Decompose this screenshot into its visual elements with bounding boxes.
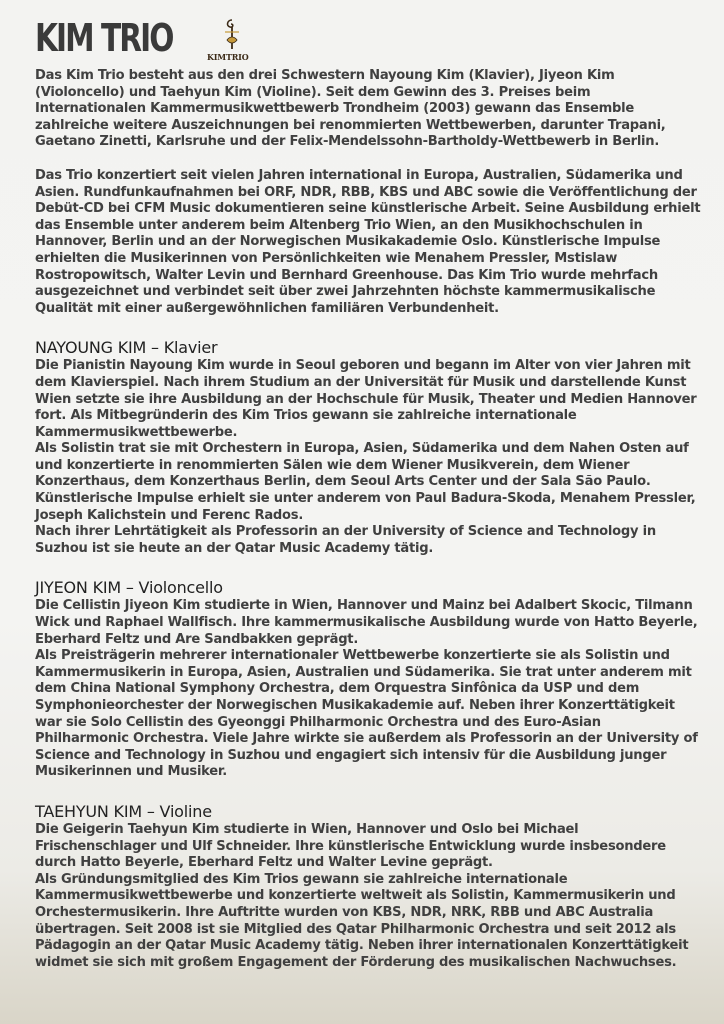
section-taehyun [35, 801, 715, 971]
logo-text: KIMTRIO [207, 52, 249, 62]
text-line: Asien. Rundfunkaufnahmen bei ORF, NDR, RBB, KBS und ABC sowie die Veröffentlichung der [35, 184, 697, 200]
text-line: übertragen. Seit 2008 ist sie Mitglied des Qatar Philharmonic Orchestra und seit 2012 als [35, 921, 676, 937]
text-line: ausgezeichnet und verbindet seit über zwei Jahrzehnten höchste kammermusikalische [35, 284, 656, 300]
text-line: Kammermusikwettbewerbe und konzertierte weltweit als Solistin, Kammermusikerin und [35, 888, 676, 904]
text-line: Die Geigerin Taehyun Kim studierte in Wien, Hannover und Oslo bei Michael [35, 821, 579, 837]
text-line: Als Solistin trat sie mit Orchestern in Europa, Asien, Südamerika und dem Nahen Osten auf [35, 441, 689, 457]
header [35, 12, 715, 68]
text-line: zahlreiche weitere Auszeichnungen bei renommierten Wettbewerben, darunter Trapani, [35, 117, 666, 133]
text-line: Frischenschlager und Ulf Schneider. Ihre künstlerische Entwicklung wurde insbesondere [35, 838, 666, 854]
document-page [35, 12, 715, 971]
text-line: (Violoncello) und Taehyun Kim (Violine). Seit dem Gewinn des 3. Preises beim [35, 84, 591, 100]
text-line: Internationalen Kammermusikwettbewerb Trondheim (2003) gewann das Ensemble [35, 101, 635, 117]
text-line: Nach ihrer Lehrtätigkeit als Professorin an der University of Science and Technology in [35, 524, 656, 540]
text-line: Rostropowitsch, Walter Levin und Bernhard Greenhouse. Das Kim Trio wurde mehrfach [35, 267, 658, 283]
text-line: Symphonieorchester der Norwegischen Musikakademie auf. Neben ihrer Konzerttätigkeit [35, 698, 675, 713]
violin-scroll-icon [221, 18, 243, 52]
text-line: durch Hatto Beyerle, Eberhard Feltz und Walter Levine geprägt. [35, 855, 493, 871]
text-line: Hannover, Berlin und an der Norwegischen Musikakademie Oslo. Künstlerische Impulse [35, 234, 661, 250]
text-line: Künstlerische Impulse erhielt sie unter anderem von Paul Badura-Skoda, Menahem Pressler, [35, 491, 696, 507]
text-line: Qualität mit einer außergewöhnlichen familiären Verbundenheit. [35, 300, 499, 316]
text-line: Wick und Raphael Wallfisch. Ihre kammermusikalische Ausbildung wurde von Hatto Beyerle, [35, 615, 698, 631]
text-line: Konzerthaus, dem Konzerthaus Berlin, dem Seoul Arts Center und der Sala São Paulo. [35, 474, 651, 490]
text-line: Pädagogin an der Qatar Music Academy tätig. Neben ihrer internationalen Konzerttätigkeit [35, 938, 689, 954]
text-line: Kammermusikerin in Europa, Asien, Australien und Südamerika. Sie trat unter anderem mit [35, 664, 692, 680]
text-line: Als Preisträgerin mehrerer internationaler Wettbewerbe konzertierte sie als Solistin und [35, 648, 670, 664]
text-line: fort. Als Mitbegründerin des Kim Trios gewann sie zahlreiche internationale [35, 408, 577, 424]
text-line: Gaetano Zinetti, Karlsruhe und der Felix-Mendelssohn-Bartholdy-Wettbewerb in Berlin. [35, 134, 660, 150]
text-line: das Ensemble unter anderem beim Altenberg Trio Wien, an den Musikhochschulen in [35, 217, 643, 233]
text-line: Wien setzte sie ihre Ausbildung an der Hochschule für Musik, Theater und Medien Hannover [35, 391, 697, 407]
text-line: Kammermusikwettbewerbe. [35, 424, 238, 440]
section-heading: JIYEON KIM – Violoncello [35, 578, 223, 598]
text-line: Musikerinnen und Musiker. [35, 764, 227, 780]
text-line: Philharmonic Orchestra. Viele Jahre wirkte sie außerdem als Professorin an der University of [35, 731, 698, 747]
intro-paragraph-1 [35, 68, 715, 151]
text-line: Joseph Kalichstein und Ferenc Rados. [35, 507, 304, 523]
text-line: widmet sie sich mit großem Engagement der Förderung des musikalischen Nachwuchses. [35, 954, 677, 970]
text-line: war sie Solo Cellistin des Gyeonggi Philharmonic Orchestra und des Euro-Asian [35, 714, 601, 730]
section-jiyeon [35, 577, 715, 781]
text-line: erhielten die Musikerinnen von Persönlichkeiten wie Menahem Pressler, Mstislaw [35, 250, 618, 266]
kim-trio-logo [207, 18, 255, 64]
text-line: Als Gründungsmitglied des Kim Trios gewann sie zahlreiche internationale [35, 871, 568, 887]
text-line: Science and Technology in Suzhou und engagiert sich intensiv für die Ausbildung junger [35, 747, 667, 763]
text-line: Die Pianistin Nayoung Kim wurde in Seoul geboren und begann im Alter von vier Jahren mit [35, 358, 691, 374]
section-nayoung [35, 337, 715, 557]
page-title: KIM TRIO [35, 16, 173, 60]
text-line: Suzhou ist sie heute an der Qatar Music Academy tätig. [35, 540, 434, 556]
text-line: Eberhard Feltz und Are Sandbakken geprägt. [35, 631, 359, 647]
text-line: Orchestermusikerin. Ihre Auftritte wurden von KBS, NDR, NRK, RBB und ABC Australia [35, 904, 654, 920]
text-line: Die Cellistin Jiyeon Kim studierte in Wien, Hannover und Mainz bei Adalbert Skocic, Tilmann [35, 598, 693, 614]
text-line: dem Klavierspiel. Nach ihrem Studium an der Universität für Musik und darstellende Kunst [35, 374, 687, 390]
paragraph-gap [35, 151, 715, 168]
text-line: Debüt-CD bei CFM Music dokumentieren seine künstlerische Arbeit. Seine Ausbildung erhielt [35, 201, 701, 217]
text-line: und konzertierte in renommierten Sälen wie dem Wiener Musikverein, dem Wiener [35, 457, 630, 473]
intro-paragraph-2 [35, 168, 715, 317]
section-heading: TAEHYUN KIM – Violine [35, 801, 212, 821]
text-line: Das Kim Trio besteht aus den drei Schwestern Nayoung Kim (Klavier), Jiyeon Kim [35, 68, 615, 83]
text-line: Das Trio konzertiert seit vielen Jahren international in Europa, Australien, Südamerika und [35, 167, 683, 183]
section-heading: NAYOUNG KIM – Klavier [35, 338, 218, 358]
text-line: dem China National Symphony Orchestra, dem Orquestra Sinfônica da USP und dem [35, 681, 640, 697]
